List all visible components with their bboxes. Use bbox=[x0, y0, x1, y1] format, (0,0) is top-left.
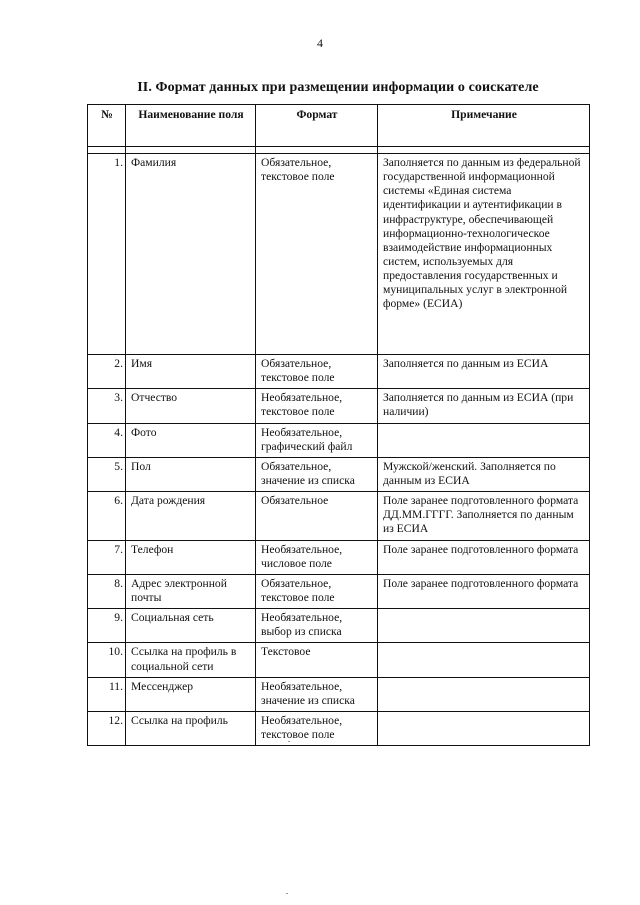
field-name: Фото bbox=[126, 423, 256, 457]
field-format: Обязательное, значение из списка bbox=[256, 457, 378, 491]
scan-speck bbox=[288, 741, 290, 742]
spacer-cell bbox=[378, 147, 590, 154]
row-number: 10. bbox=[88, 643, 126, 677]
row-number: 3. bbox=[88, 389, 126, 423]
field-note bbox=[378, 677, 590, 711]
table-row bbox=[88, 457, 590, 491]
header-num: № bbox=[88, 105, 126, 147]
row-number: 7. bbox=[88, 540, 126, 574]
table-row bbox=[88, 355, 590, 389]
field-note: Поле заранее подготовленного формата bbox=[378, 540, 590, 574]
field-name: Социальная сеть bbox=[126, 609, 256, 643]
table-row bbox=[88, 154, 590, 355]
data-format-table bbox=[87, 104, 590, 746]
field-note: Поле заранее подготовленного формата bbox=[378, 574, 590, 608]
field-name: Телефон bbox=[126, 540, 256, 574]
field-format: Обязательное, текстовое поле bbox=[256, 154, 378, 355]
row-number: 5. bbox=[88, 457, 126, 491]
header-name: Наименование поля bbox=[126, 105, 256, 147]
field-note: Мужской/женский. Заполняется по данным из ЕСИА bbox=[378, 457, 590, 491]
field-note bbox=[378, 711, 590, 745]
table-row bbox=[88, 574, 590, 608]
spacer-cell bbox=[88, 147, 126, 154]
spacer-cell bbox=[256, 147, 378, 154]
field-note: Заполняется по данным из ЕСИА (при наличии) bbox=[378, 389, 590, 423]
row-number: 11. bbox=[88, 677, 126, 711]
table-row bbox=[88, 423, 590, 457]
table-row bbox=[88, 711, 590, 745]
field-name: Ссылка на профиль в социальной сети bbox=[126, 643, 256, 677]
field-format: Необязательное, текстовое поле bbox=[256, 711, 378, 745]
table-header-row bbox=[88, 105, 590, 147]
field-name: Дата рождения bbox=[126, 492, 256, 540]
header-note: Примечание bbox=[378, 105, 590, 147]
field-name: Ссылка на профиль bbox=[126, 711, 256, 745]
field-format: Необязательное, графический файл bbox=[256, 423, 378, 457]
field-note bbox=[378, 609, 590, 643]
field-note: Поле заранее подготовленного формата ДД.ММ.ГГГГ. Заполняется по данным из ЕСИА bbox=[378, 492, 590, 540]
table-row bbox=[88, 389, 590, 423]
table-row bbox=[88, 540, 590, 574]
field-format: Необязательное, текстовое поле bbox=[256, 389, 378, 423]
field-name: Мессенджер bbox=[126, 677, 256, 711]
field-name: Отчество bbox=[126, 389, 256, 423]
field-format: Обязательное, текстовое поле bbox=[256, 355, 378, 389]
field-name: Адрес электронной почты bbox=[126, 574, 256, 608]
scan-speck bbox=[286, 893, 288, 894]
header-format: Формат bbox=[256, 105, 378, 147]
row-number: 12. bbox=[88, 711, 126, 745]
row-number: 8. bbox=[88, 574, 126, 608]
row-number: 4. bbox=[88, 423, 126, 457]
field-format: Необязательное, выбор из списка bbox=[256, 609, 378, 643]
row-number: 6. bbox=[88, 492, 126, 540]
spacer-cell bbox=[126, 147, 256, 154]
page-number: 4 bbox=[317, 36, 323, 50]
field-note: Заполняется по данным из ЕСИА bbox=[378, 355, 590, 389]
field-format: Необязательное, значение из списка bbox=[256, 677, 378, 711]
field-format: Необязательное, числовое поле bbox=[256, 540, 378, 574]
field-name: Пол bbox=[126, 457, 256, 491]
field-note bbox=[378, 643, 590, 677]
table-row bbox=[88, 492, 590, 540]
table-spacer-row bbox=[88, 147, 590, 154]
table-row bbox=[88, 609, 590, 643]
table-row bbox=[88, 677, 590, 711]
row-number: 9. bbox=[88, 609, 126, 643]
field-note: Заполняется по данным из федеральной государственной информационной системы «Единая система идентификации и аутентификации в инфраструктуре, обеспечивающей информационно-технологическое взаимодействие информационных систем, используемых для предоставления государственных и муниципальных услуг в электронной форме» (ЕСИА) bbox=[378, 154, 590, 355]
field-format: Обязательное, текстовое поле bbox=[256, 574, 378, 608]
field-format: Обязательное bbox=[256, 492, 378, 540]
row-number: 2. bbox=[88, 355, 126, 389]
row-number: 1. bbox=[88, 154, 126, 355]
field-note bbox=[378, 423, 590, 457]
table-row bbox=[88, 643, 590, 677]
field-format: Текстовое bbox=[256, 643, 378, 677]
field-name: Фамилия bbox=[126, 154, 256, 355]
section-title: II. Формат данных при размещении информации о соискателе bbox=[137, 80, 539, 95]
field-name: Имя bbox=[126, 355, 256, 389]
